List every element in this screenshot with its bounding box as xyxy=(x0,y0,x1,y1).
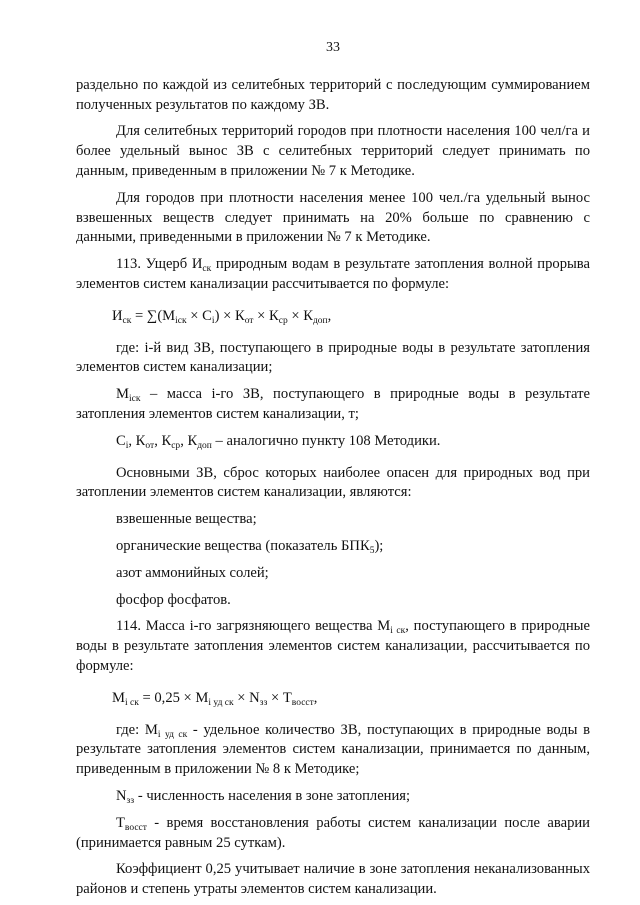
formula-text: , К xyxy=(154,432,172,449)
list-item: взвешенные вещества; xyxy=(116,511,257,528)
recovery-symbol: Т xyxy=(116,814,125,831)
formula-subscript: восст xyxy=(291,697,314,708)
formula-text: = ∑(М xyxy=(131,307,176,324)
list-item-text: органические вещества (показатель БПК xyxy=(116,537,370,554)
mass-definition-text: – масса i-го ЗВ, поступающего в природные воды в результате затопления элементов систем канализации, т; xyxy=(76,386,590,422)
paragraph-mass-definition xyxy=(76,385,590,425)
formula-text: , xyxy=(313,689,318,706)
paragraph-sparse-cities: Для городов при плотности населения менее 100 чел./га удельный вынос взвешенных веществ следует принимать на 20% больше по сравнению с данными, приведенными в приложении № 7 к Методике. xyxy=(76,189,590,246)
formula-subscript: ск xyxy=(122,315,132,326)
mass-symbol: М xyxy=(116,386,129,403)
paragraph-population xyxy=(76,787,590,807)
formula-text: × С xyxy=(186,307,212,324)
formula-text: × К xyxy=(287,307,313,324)
list-item xyxy=(116,537,590,557)
population-symbol: N xyxy=(116,787,127,804)
recovery-text: - время восстановления работы систем канализации после аварии (принимается равным 25 суткам). xyxy=(76,814,590,851)
list-item: фосфор фосфатов. xyxy=(116,591,231,608)
clause-113-subscript: ск xyxy=(202,264,212,275)
formula-subscript: зз xyxy=(259,697,268,708)
formula-damage xyxy=(112,307,590,327)
paragraph-recovery-time xyxy=(76,814,590,854)
formula-text: × Т xyxy=(267,689,292,706)
formula-subscript: i уд ск xyxy=(208,697,234,708)
clause-114-text: , поступающего в природные воды в результате затопления элементов систем канализации, рассчитывается по формуле: xyxy=(76,618,590,674)
formula-subscript: iск xyxy=(175,315,187,326)
specific-subscript: i уд ск xyxy=(157,729,188,740)
formula-mass xyxy=(112,689,590,709)
list-item-suffix: ); xyxy=(374,537,384,554)
formula-subscript: доп xyxy=(312,315,328,326)
paragraph-where-specific xyxy=(76,721,590,780)
clause-114 xyxy=(76,617,590,676)
formula-text: = 0,25 × М xyxy=(138,689,209,706)
page-number: 33 xyxy=(326,40,340,55)
formula-subscript: i xyxy=(125,440,129,451)
mass-subscript: iск xyxy=(128,394,141,405)
specific-text: - удельное количество ЗВ, поступающих в природные воды в результате затопления элементов систем канализации, принимается по данным, приведенным в приложении № 8 к Методике; xyxy=(76,721,591,778)
population-text: - численность населения в зоне затопления; xyxy=(134,787,411,804)
formula-text: – аналогично пункту 108 Методики. xyxy=(211,432,441,449)
formula-text: ) × К xyxy=(214,307,245,324)
list-item-subscript: 5 xyxy=(369,545,375,556)
formula-subscript: от xyxy=(145,440,155,451)
recovery-subscript: восст xyxy=(124,822,147,833)
specific-prefix: где: М xyxy=(116,721,158,738)
formula-subscript: ср xyxy=(278,315,288,326)
paragraph-main-pollutants: Основными ЗВ, сброс которых наиболее опасен для природных вод при затоплении элементов систем канализации, являются: xyxy=(76,464,590,501)
formula-text: , К xyxy=(180,432,198,449)
paragraph-where-i: где: i-й вид ЗВ, поступающего в природные воды в результате затопления элементов систем канализации; xyxy=(76,339,590,376)
formula-subscript: от xyxy=(244,315,254,326)
formula-subscript: доп xyxy=(197,440,212,451)
clause-113-text: природным водам в результате затопления волной прорыва элементов систем канализации рассчитывается по формуле: xyxy=(76,256,590,292)
paragraph-dense-cities: Для селитебных территорий городов при плотности населения 100 чел/га и более удельный вынос ЗВ с селитебных территорий следует принимать по данным, приведенным в приложении № 7 к Методике. xyxy=(76,123,590,179)
paragraph-continuation: раздельно по каждой из селитебных территорий с последующим суммированием полученных результатов по каждому ЗВ. xyxy=(76,76,590,113)
formula-subscript: ср xyxy=(171,440,181,451)
clause-113 xyxy=(76,255,590,295)
formula-text: И xyxy=(112,307,123,324)
list-item: азот аммонийных солей; xyxy=(116,564,269,581)
formula-text: × К xyxy=(253,307,279,324)
clause-114-prefix: 114. Масса i-го загрязняющего вещества М xyxy=(116,618,391,635)
formula-text: С xyxy=(116,432,126,449)
pollutant-list xyxy=(116,510,590,610)
formula-subscript: i xyxy=(211,315,215,326)
formula-text: , К xyxy=(128,432,146,449)
clause-113-prefix: 113. Ущерб И xyxy=(116,256,203,273)
formula-text: М xyxy=(112,689,125,706)
paragraph-coefficient-025: Коэффициент 0,25 учитывает наличие в зоне затопления неканализованных районов и степень утраты элементов систем канализации. xyxy=(76,861,590,898)
formula-text: × N xyxy=(233,689,260,706)
clause-114-subscript: i ск xyxy=(390,626,406,637)
formula-text: , xyxy=(327,307,332,324)
population-subscript: зз xyxy=(126,795,135,806)
paragraph-coefficients xyxy=(76,432,590,452)
formula-subscript: i ск xyxy=(124,697,139,708)
